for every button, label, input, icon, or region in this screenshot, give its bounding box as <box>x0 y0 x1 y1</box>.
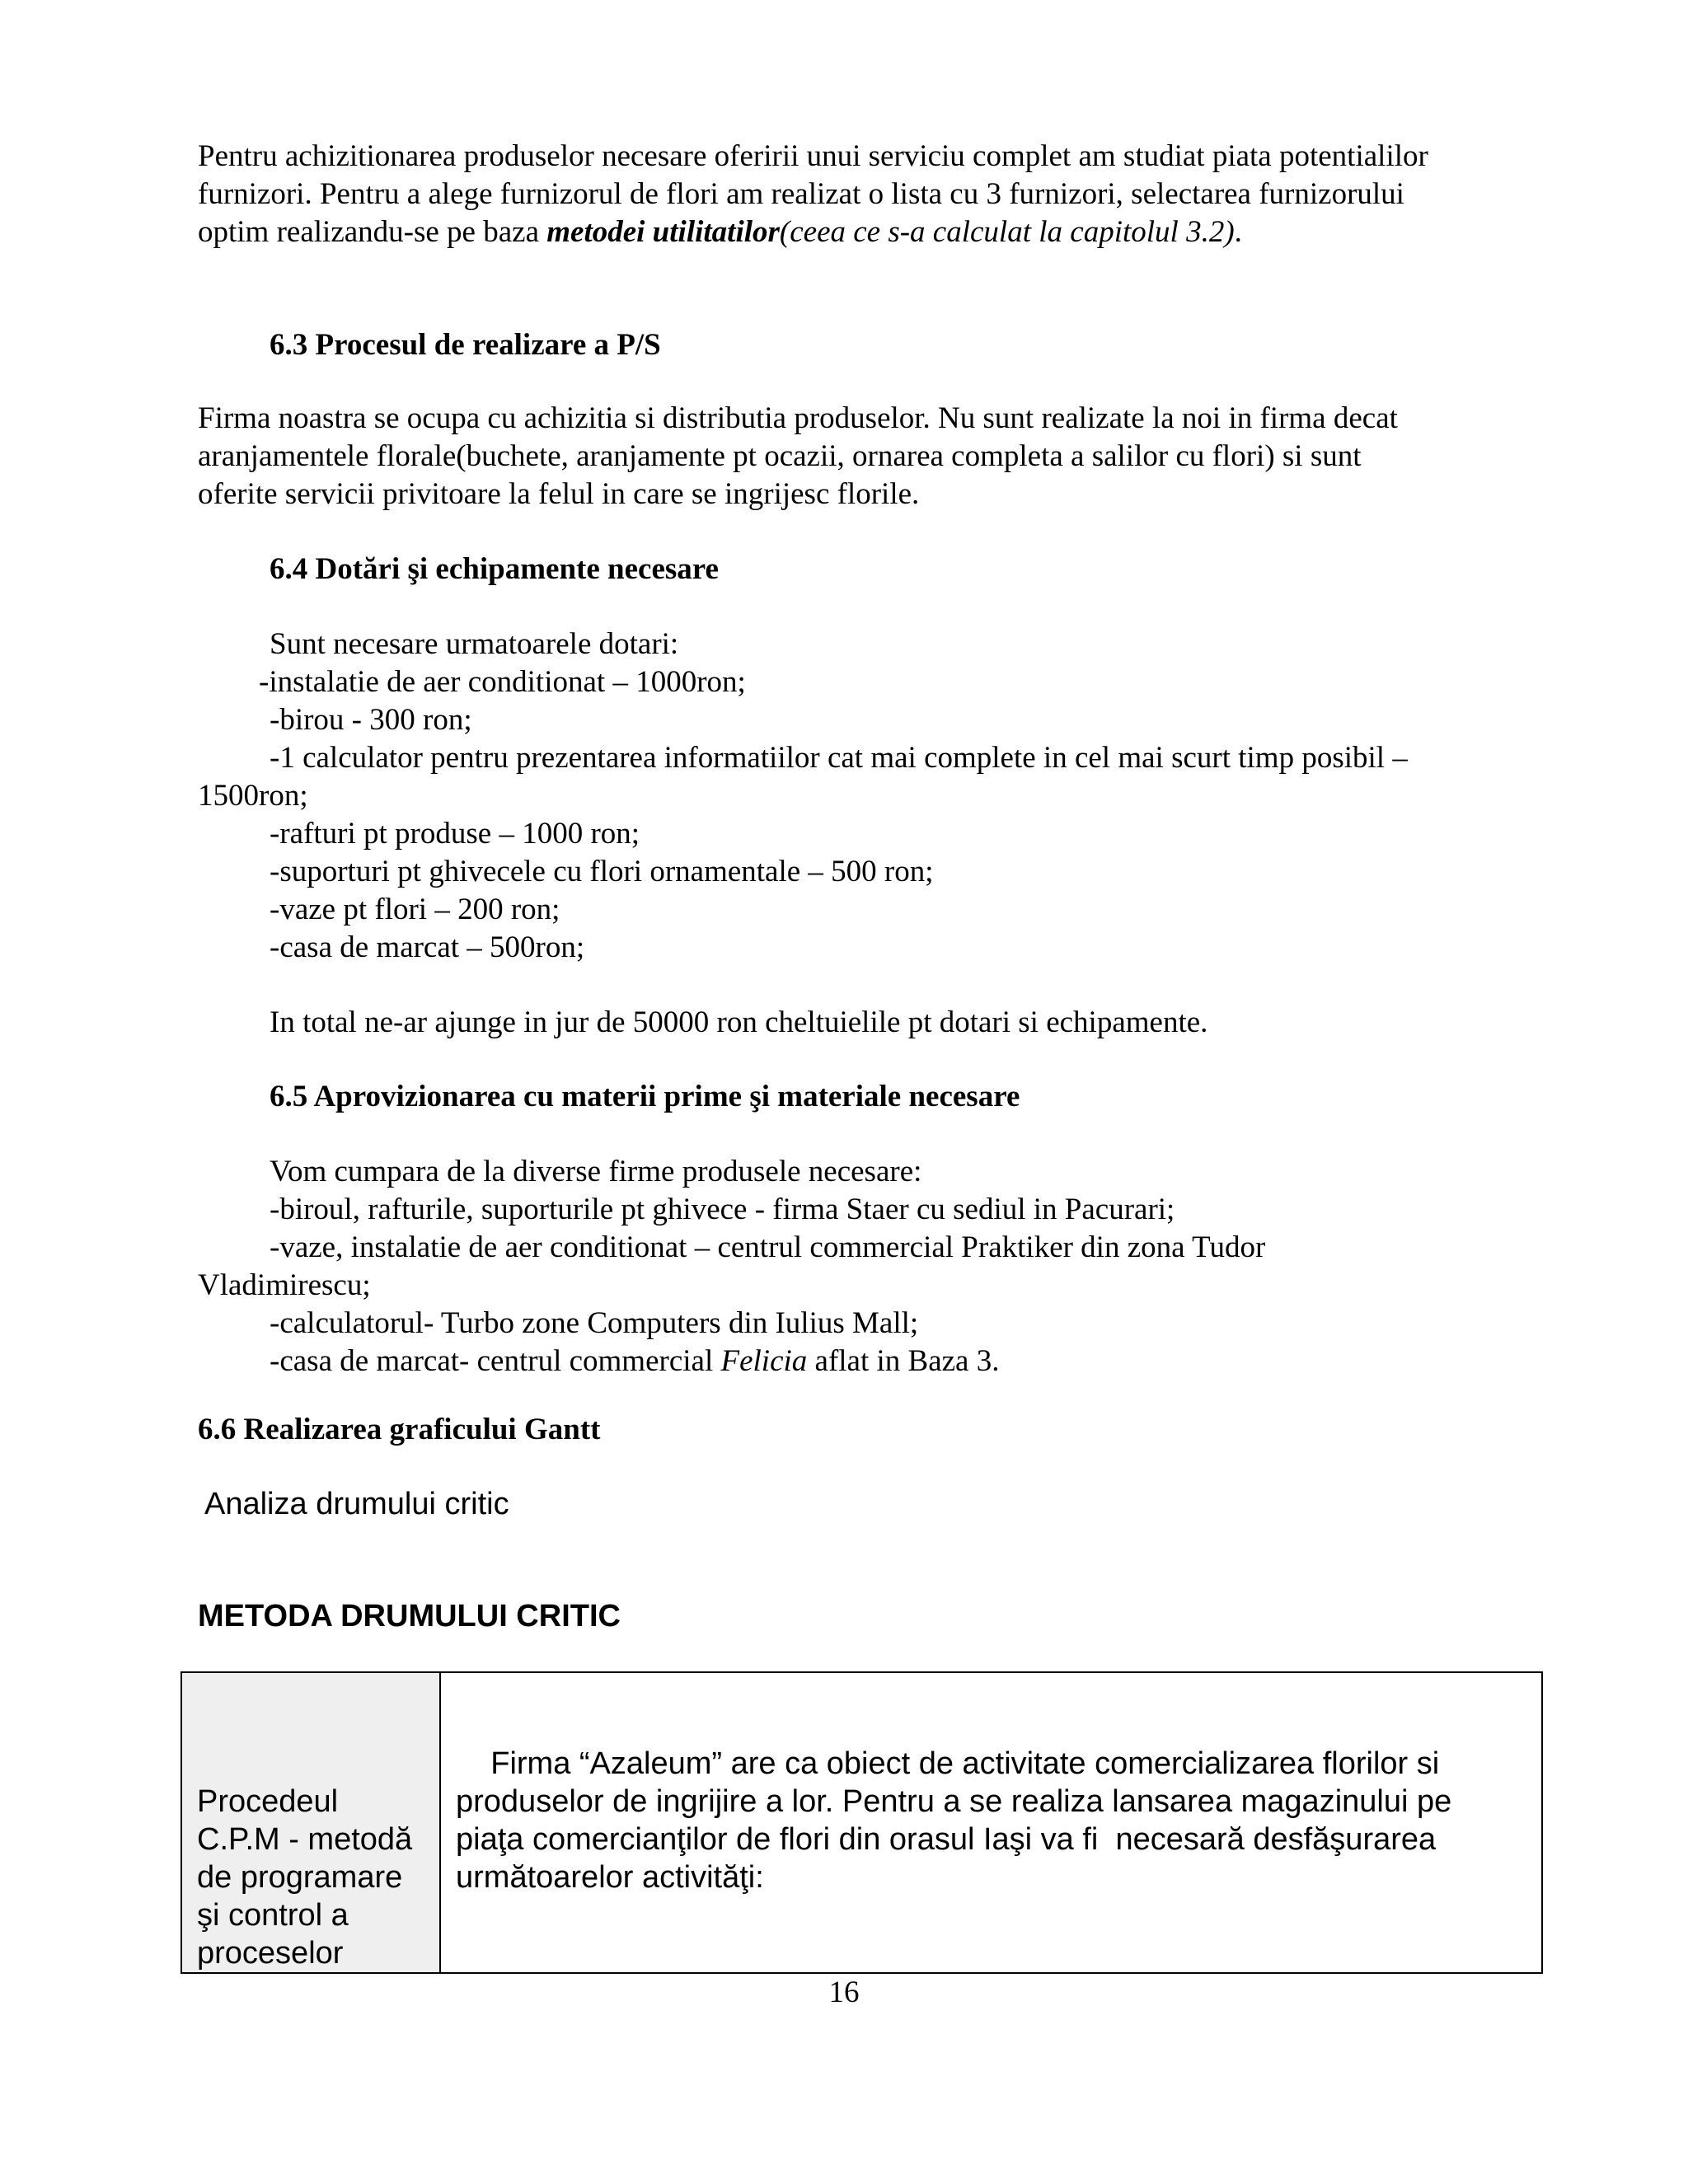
section-6-3-line-2: aranjamentele florale(buchete, aranjamente pt ocazii, ornarea completa a salilor cu flori) si sunt <box>198 439 1362 473</box>
cpm-description-cell <box>440 1672 1542 1973</box>
cpm-description-line: piaţa comercianţilor de flori din orasul Iaşi va fi necesară desfăşurarea <box>456 1822 1437 1857</box>
equipment-item: -vaze pt flori – 200 ron; <box>270 893 560 926</box>
intro-line-1: Pentru achizitionarea produselor necesare oferirii unui serviciu complet am studiat piata potentialilor <box>198 139 1428 173</box>
cpm-procedure-line: şi control a <box>197 1898 349 1933</box>
utility-method-term: metodei utilitatilor <box>546 215 780 249</box>
section-6-3-line-3: oferite servicii privitoare la felul in care se ingrijesc florile. <box>198 477 920 511</box>
equipment-item: -suporturi pt ghivecele cu flori ornamentale – 500 ron; <box>270 855 934 888</box>
critical-path-subtext: Analiza drumului critic <box>204 1487 509 1521</box>
intro-line-3-start: optim realizandu-se pe baza <box>198 215 547 249</box>
cpm-description-line: următoarelor activităţi: <box>456 1860 764 1895</box>
equipment-item: -casa de marcat – 500ron; <box>270 930 585 964</box>
chapter-reference: (ceea ce s-a calculat la capitolul 3.2) <box>779 215 1235 249</box>
cpm-description-line: produselor de ingrijire a lor. Pentru a se realiza lansarea magazinului pe <box>456 1784 1452 1819</box>
cpm-description-line: Firma “Azaleum” are ca obiect de activitate comercializarea florilor si <box>456 1746 1440 1781</box>
equipment-item-continuation: 1500ron; <box>198 779 308 813</box>
equipment-item: -rafturi pt produse – 1000 ron; <box>270 817 640 851</box>
cpm-procedure-cell <box>181 1672 440 1973</box>
cpm-procedure-line: proceselor <box>197 1936 344 1971</box>
supplier-item: -calculatorul- Turbo zone Computers din Iulius Mall; <box>270 1306 919 1340</box>
cpm-table-row <box>181 1672 1542 1973</box>
cpm-procedure-line: Procedeul <box>197 1784 339 1819</box>
intro-line-2: furnizori. Pentru a alege furnizorul de flori am realizat o lista cu 3 furnizori, selectarea furnizorului <box>198 177 1404 211</box>
cpm-procedure-text <box>182 1673 439 1972</box>
section-6-4-intro: Sunt necesare urmatoarele dotari: <box>270 627 679 661</box>
cpm-table <box>181 1671 1543 1974</box>
cpm-description-text <box>441 1673 1541 1896</box>
supplier-item <box>270 1343 999 1380</box>
supplier-item-continuation: Vladimirescu; <box>198 1268 371 1302</box>
equipment-item: -birou - 300 ron; <box>270 703 472 737</box>
intro-line-3-end: . <box>1234 215 1242 249</box>
intro-line-3 <box>198 213 1242 251</box>
section-6-6-heading: 6.6 Realizarea graficului Gantt <box>198 1413 601 1446</box>
equipment-item: -1 calculator pentru prezentarea informatiilor cat mai complete in cel mai scurt timp posibil – <box>270 741 1408 775</box>
section-6-3-line-1: Firma noastra se ocupa cu achizitia si distributia produselor. Nu sunt realizate la noi in firma decat <box>198 401 1398 435</box>
supplier-item: -vaze, instalatie de aer conditionat – centrul commercial Praktiker din zona Tudor <box>270 1230 1266 1264</box>
equipment-total: In total ne-ar ajunge in jur de 50000 ron cheltuielile pt dotari si echipamente. <box>270 1005 1208 1039</box>
supplier-item: -biroul, rafturile, suporturile pt ghivece - firma Staer cu sediul in Pacurari; <box>270 1193 1175 1226</box>
equipment-item: -instalatie de aer conditionat – 1000ron; <box>259 665 746 699</box>
cpm-heading: METODA DRUMULUI CRITIC <box>198 1599 621 1633</box>
section-6-5-intro: Vom cumpara de la diverse firme produsele necesare: <box>270 1155 922 1188</box>
supplier-felicia: Felicia <box>720 1344 808 1378</box>
section-6-4-heading: 6.4 Dotări şi echipamente necesare <box>270 552 719 586</box>
supplier-last-start: -casa de marcat- centrul commercial <box>270 1344 721 1378</box>
section-6-3-heading: 6.3 Procesul de realizare a P/S <box>270 328 661 362</box>
supplier-last-end: aflat in Baza 3. <box>807 1344 1000 1378</box>
cpm-procedure-line: C.P.M - metodă <box>197 1822 413 1857</box>
cpm-procedure-line: de programare <box>197 1860 403 1895</box>
section-6-5-heading: 6.5 Aprovizionarea cu materii prime şi materiale necesare <box>270 1080 1020 1113</box>
page-number: 16 <box>828 1975 860 2009</box>
